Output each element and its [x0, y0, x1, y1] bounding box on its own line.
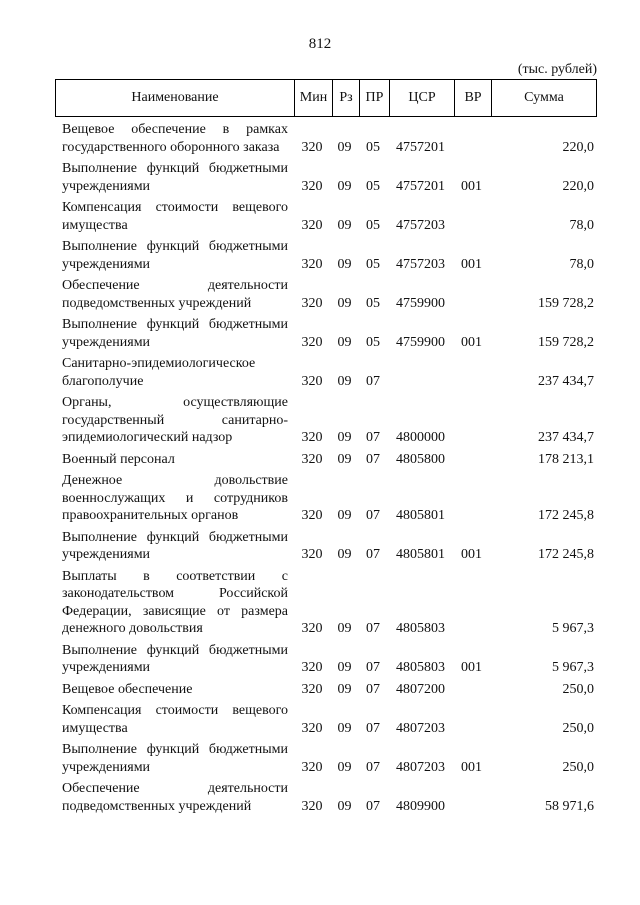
row-rz: 09 [337, 547, 352, 562]
row-pr: 07 [366, 430, 380, 445]
row-vr: 001 [461, 178, 482, 194]
row-csr: 4759900 [396, 295, 445, 311]
row-csr: 4757203 [396, 256, 445, 272]
row-name: Вещевое обеспечение [62, 681, 193, 697]
row-pr: 07 [366, 373, 380, 389]
table-row [55, 777, 597, 816]
row-name: Санитарно-эпидемиологическое благополучие [62, 356, 256, 389]
row-name: Вещевое обеспечение в рамках государственного оборонного заказа [62, 122, 288, 155]
row-csr: 4807203 [396, 720, 445, 736]
row-csr: 4805801 [396, 508, 445, 523]
row-name: Военный персонал [62, 451, 175, 467]
row-pr: 07 [366, 681, 380, 697]
row-min: 320 [301, 295, 323, 311]
header-name: Наименование [131, 90, 219, 105]
row-name: Выполнение функций бюджетными учреждениями [62, 529, 288, 562]
row-min: 320 [301, 759, 323, 775]
row-sum: 237 434,7 [538, 373, 594, 389]
table-row [55, 157, 597, 196]
row-vr: 001 [461, 334, 482, 350]
row-csr: 4807200 [396, 681, 445, 697]
row-rz: 09 [337, 430, 352, 445]
row-pr: 07 [366, 451, 380, 467]
table-row [55, 699, 597, 738]
table-row [55, 639, 597, 678]
row-name: Выполнение функций бюджетными учреждениями [62, 642, 288, 675]
page-number: 812 [308, 36, 332, 52]
table-row [55, 313, 597, 352]
row-min: 320 [301, 508, 323, 523]
table-row [55, 448, 597, 470]
row-min: 320 [301, 430, 323, 445]
row-sum: 220,0 [562, 139, 594, 155]
row-pr: 07 [366, 720, 380, 736]
row-name: Компенсация стоимости вещевого имущества [62, 200, 288, 233]
row-rz: 09 [337, 798, 352, 814]
row-csr: 4807203 [396, 759, 445, 775]
row-vr: 001 [461, 256, 482, 272]
row-min: 320 [301, 373, 323, 389]
table-row [55, 235, 597, 274]
row-name: Выполнение функций бюджетными учреждениями [62, 317, 288, 350]
row-pr: 07 [366, 798, 380, 814]
row-sum: 5 967,3 [552, 621, 594, 636]
row-pr: 05 [366, 217, 380, 233]
row-rz: 09 [337, 139, 352, 155]
row-pr: 07 [366, 547, 380, 562]
row-name: Обеспечение деятельности подведомственных учреждений [62, 781, 288, 814]
row-min: 320 [301, 256, 323, 272]
table-row [55, 274, 597, 313]
row-sum: 250,0 [562, 681, 594, 697]
row-rz: 09 [337, 660, 352, 675]
row-vr: 001 [461, 547, 482, 562]
row-min: 320 [301, 681, 323, 697]
row-name: Денежное довольствие военнослужащих и сотрудников правоохранительных органов [62, 473, 288, 523]
row-pr: 05 [366, 139, 380, 155]
row-rz: 09 [337, 621, 352, 636]
budget-table-body [55, 118, 597, 816]
table-row [55, 526, 597, 565]
row-pr: 07 [366, 660, 380, 675]
row-rz: 09 [337, 217, 352, 233]
row-rz: 09 [337, 759, 352, 775]
row-sum: 220,0 [562, 178, 594, 194]
row-sum: 250,0 [562, 720, 594, 736]
table-row [55, 118, 597, 157]
row-rz: 09 [337, 256, 352, 272]
row-sum: 172 245,8 [538, 508, 594, 523]
header-vr: ВР [454, 80, 491, 116]
row-min: 320 [301, 334, 323, 350]
row-pr: 07 [366, 508, 380, 523]
row-sum: 178 213,1 [538, 451, 594, 467]
table-row [55, 469, 597, 526]
table-row [55, 678, 597, 700]
row-rz: 09 [337, 451, 352, 467]
row-name: Компенсация стоимости вещевого имущества [62, 703, 288, 736]
header-pr: ПР [359, 80, 389, 116]
row-rz: 09 [337, 720, 352, 736]
row-pr: 05 [366, 178, 380, 194]
table-row [55, 196, 597, 235]
row-sum: 58 971,6 [545, 798, 594, 814]
row-min: 320 [301, 139, 323, 155]
table-row [55, 391, 597, 448]
row-csr: 4805801 [396, 547, 445, 562]
row-name: Органы, осуществляющие государственный санитарно-эпидемиологический надзор [62, 395, 288, 445]
row-rz: 09 [337, 373, 352, 389]
row-sum: 172 245,8 [538, 547, 594, 562]
row-sum: 159 728,2 [538, 334, 594, 350]
row-pr: 07 [366, 759, 380, 775]
row-min: 320 [301, 660, 323, 675]
row-csr: 4805803 [396, 660, 445, 675]
row-name: Выполнение функций бюджетными учреждениями [62, 161, 288, 194]
row-rz: 09 [337, 295, 352, 311]
row-vr: 001 [461, 660, 482, 675]
row-sum: 78,0 [569, 256, 594, 272]
row-csr: 4757201 [396, 178, 445, 194]
row-min: 320 [301, 547, 323, 562]
table-header [55, 79, 597, 117]
row-rz: 09 [337, 334, 352, 350]
row-min: 320 [301, 217, 323, 233]
table-row [55, 352, 597, 391]
row-rz: 09 [337, 508, 352, 523]
row-rz: 09 [337, 681, 352, 697]
row-pr: 05 [366, 334, 380, 350]
row-min: 320 [301, 178, 323, 194]
row-sum: 78,0 [569, 217, 594, 233]
header-sum: Сумма [491, 80, 596, 116]
row-sum: 250,0 [562, 759, 594, 775]
row-vr: 001 [461, 759, 482, 775]
table-row [55, 565, 597, 639]
row-csr: 4805803 [396, 621, 445, 636]
row-sum: 5 967,3 [552, 660, 594, 675]
row-min: 320 [301, 451, 323, 467]
row-rz: 09 [337, 178, 352, 194]
row-csr: 4759900 [396, 334, 445, 350]
row-name: Обеспечение деятельности подведомственных учреждений [62, 278, 288, 311]
row-csr: 4757203 [396, 217, 445, 233]
header-min: Мин [294, 80, 332, 116]
row-min: 320 [301, 798, 323, 814]
row-name: Выплаты в соответствии с законодательством Российской Федерации, зависящие от размера денежного довольствия [62, 568, 288, 636]
row-name: Выполнение функций бюджетными учреждениями [62, 239, 288, 272]
row-pr: 05 [366, 295, 380, 311]
row-min: 320 [301, 621, 323, 636]
header-rz: Рз [332, 80, 359, 116]
table-row [55, 738, 597, 777]
row-pr: 07 [366, 621, 380, 636]
row-csr: 4805800 [396, 451, 445, 467]
row-sum: 237 434,7 [538, 430, 594, 445]
row-csr: 4809900 [396, 798, 445, 814]
row-csr: 4757201 [396, 139, 445, 155]
row-pr: 05 [366, 256, 380, 272]
row-sum: 159 728,2 [538, 295, 594, 311]
row-csr: 4800000 [396, 430, 445, 445]
row-name: Выполнение функций бюджетными учреждениями [62, 742, 288, 775]
units-label: (тыс. рублей) [517, 62, 597, 77]
header-csr: ЦСР [389, 80, 454, 116]
row-min: 320 [301, 720, 323, 736]
